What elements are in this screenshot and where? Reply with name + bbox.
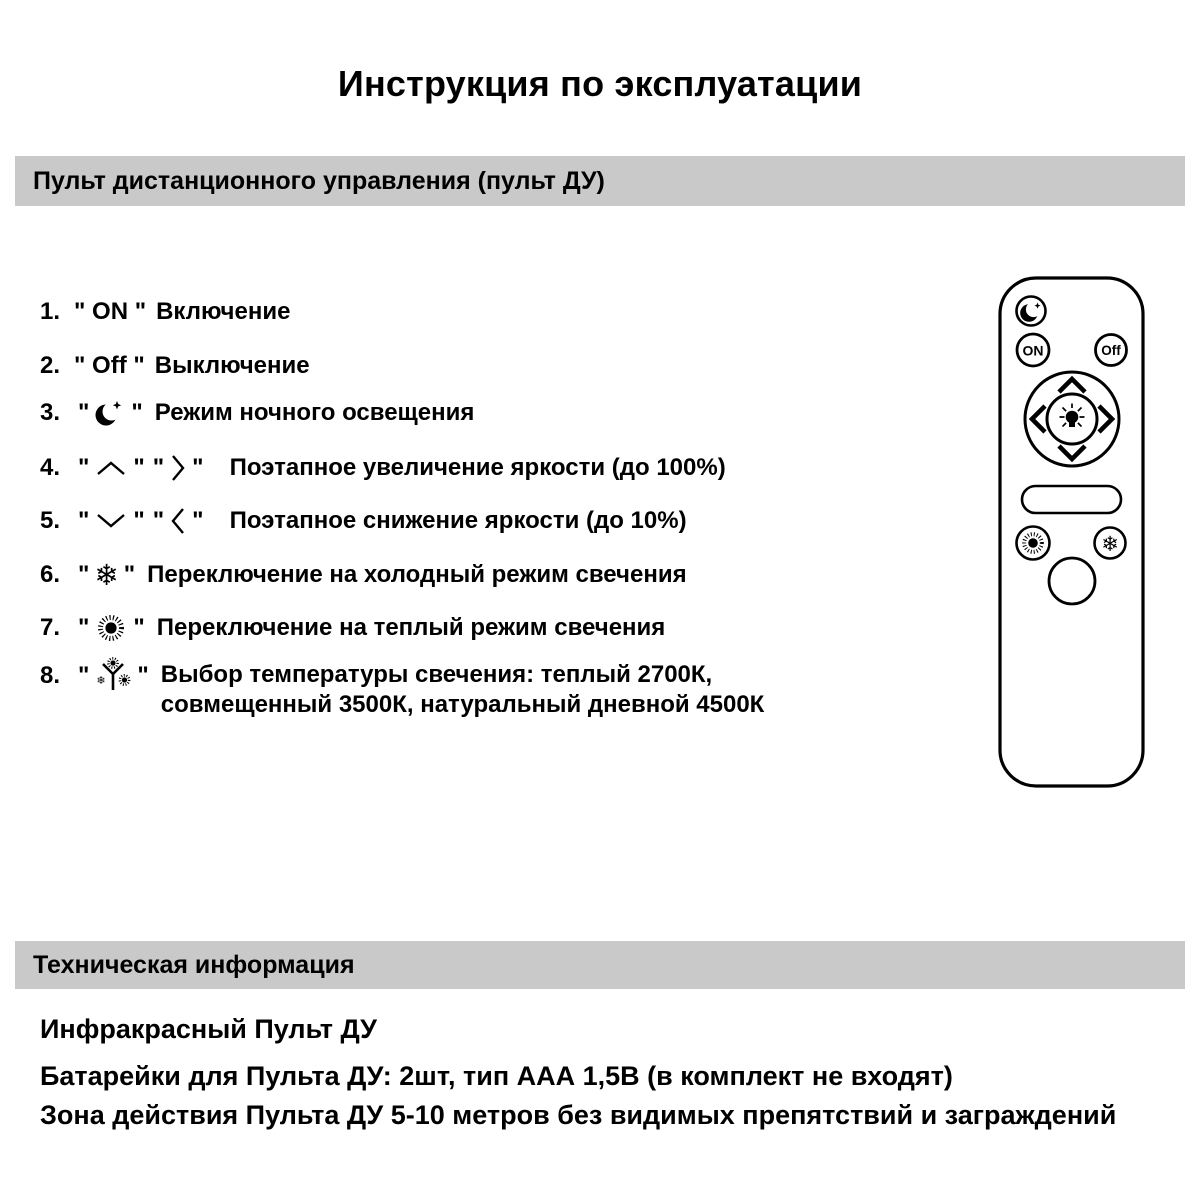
quote-mark: " (133, 614, 145, 641)
item-number: 2. (40, 352, 61, 379)
quote-mark: " (192, 454, 204, 481)
item-number: 1. (40, 298, 61, 325)
instruction-item-6 (40, 553, 687, 597)
remote-control-illustration (992, 270, 1152, 800)
item-text: Поэтапное снижение яркости (до 10%) (229, 507, 687, 534)
item-number: 6. (40, 561, 61, 588)
quote-mark: " (133, 507, 145, 534)
instruction-item-7 (40, 606, 665, 650)
page-title: Инструкция по эксплуатации (337, 63, 863, 104)
instruction-item-3 (40, 391, 474, 435)
quote-mark: " (137, 662, 149, 689)
item-text: Режим ночного освещения (154, 399, 475, 426)
on-button-label: ON (1022, 342, 1044, 359)
warm-sun-icon (94, 611, 128, 645)
quote-mark: " (78, 561, 90, 588)
quote-mark: " (131, 399, 143, 426)
instruction-item-8 (40, 660, 764, 720)
tech-info-line-3: Зона действия Пульта ДУ 5-10 метров без видимых препятствий и заграждений (40, 1100, 1117, 1130)
instruction-item-4 (40, 446, 726, 490)
tech-info-line-1: Инфракрасный Пульт ДУ (40, 1014, 377, 1044)
chevron-right-icon (169, 452, 187, 484)
quote-mark: " (78, 399, 90, 426)
quote-mark: " (78, 507, 90, 534)
item-number: 4. (40, 454, 61, 481)
instruction-item-2 (40, 344, 310, 388)
chevron-left-icon (169, 505, 187, 537)
item-text: Включение (156, 298, 291, 325)
item-number: 5. (40, 507, 61, 534)
item-text-line1: Выбор температуры свечения: теплый 2700К, (160, 661, 713, 688)
chevron-up-icon (94, 459, 128, 477)
quote-mark: " (78, 662, 90, 689)
quote-mark: " (123, 561, 136, 588)
chevron-down-icon (94, 512, 128, 530)
item-number: 7. (40, 614, 61, 641)
item-text: Переключение на теплый режим свечения (156, 614, 666, 641)
item-text: Переключение на холодный режим свечения (147, 561, 687, 588)
item-number: 3. (40, 399, 61, 426)
tech-info-line-2: Батарейки для Пульта ДУ: 2шт, тип ААА 1,5В (в комплект не входят) (40, 1061, 953, 1091)
instruction-item-1 (40, 290, 290, 334)
item-text (161, 660, 765, 720)
item-text: Поэтапное увеличение яркости (до 100%) (229, 454, 726, 481)
section-heading-remote-label: Пульт дистанционного управления (пульт ДУ) (33, 166, 605, 195)
quote-mark: " (78, 614, 90, 641)
section-heading-remote (15, 156, 1185, 206)
quote-mark: " (78, 454, 90, 481)
on-button-label: " ON " (74, 298, 147, 325)
quote-mark: " (192, 507, 204, 534)
snowflake-icon: ❄ (94, 557, 119, 592)
item-number: 8. (40, 662, 61, 689)
section-heading-tech-label: Техническая информация (33, 950, 355, 979)
off-button-label: Off (1101, 343, 1121, 358)
quote-mark: " (152, 454, 165, 481)
quote-mark: " (152, 507, 165, 534)
quote-mark: " (133, 454, 145, 481)
item-text-line2: совмещенный 3500К, натуральный дневной 4500К (160, 691, 765, 718)
color-temperature-selector-icon (94, 660, 132, 692)
snowflake-icon: ❄ (1101, 532, 1119, 556)
off-button-label: " Off " (74, 352, 145, 379)
crescent-moon-star-icon (94, 395, 126, 431)
snowflake-mini-icon: ❄ (96, 674, 106, 687)
instruction-item-5 (40, 499, 687, 543)
section-heading-tech (15, 941, 1185, 989)
item-text: Выключение (154, 352, 310, 379)
